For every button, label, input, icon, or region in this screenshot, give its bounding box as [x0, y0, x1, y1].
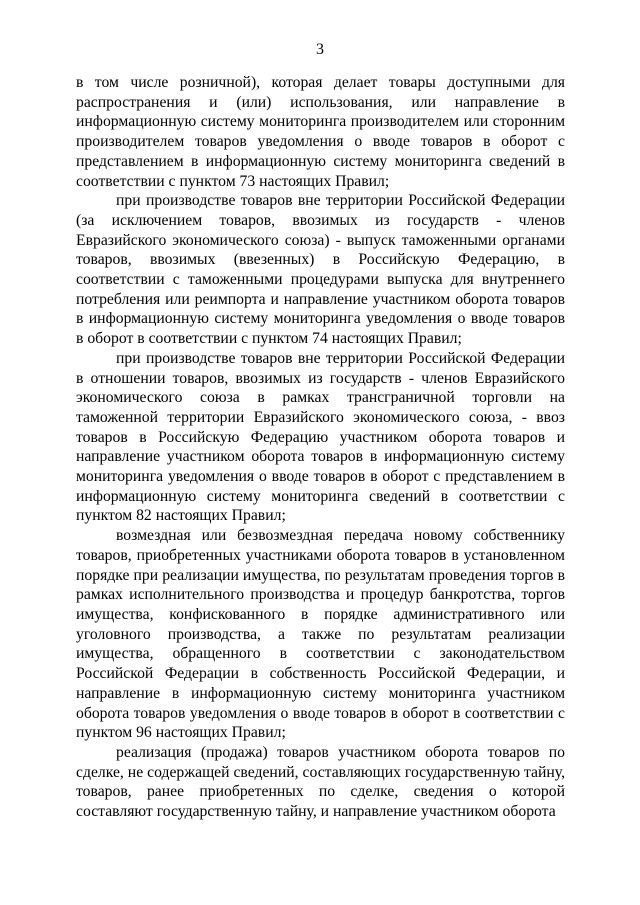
page-number: 3 — [316, 41, 324, 58]
paragraph: возмездная или безвозмездная передача новому собственнику товаров, приобретенных участниками оборота товаров в установленном порядке при реализации имущества, по результатам проведения торгов в рамках исполнительного производства и процедур банкротства, торгов имущества, конфискованного в порядке административного или уголовного производства, а также по результатам реализации имущества, обращенного в соответствии с законодательством Российской Федерации в собственность Российской Федерации, и направление в информационную систему мониторинга участником оборота товаров уведомления о вводе товаров в оборот в соответствии с пунктом 96 настоящих Правил; — [76, 527, 565, 742]
paragraph: при производстве товаров вне территории Российской Федерации в отношении товаров, ввозимых из государств - членов Евразийского экономического союза в рамках трансграничной торговли на таможенной территории Евразийского экономического союза, - ввоз товаров в Российскую Федерацию участником оборота товаров и направление участником оборота товаров в информационную систему мониторинга уведомления о вводе товаров в оборот с представлением в информационную систему мониторинга сведений в соответствии с пунктом 82 настоящих Правил; — [76, 349, 565, 525]
paragraph: реализация (продажа) товаров участником оборота товаров по сделке, не содержащей сведений, составляющих государственную тайну, товаров, ранее приобретенных по сделке, сведения о которой составляют государственную тайну, и направление участником оборота — [76, 743, 565, 821]
paragraph-continuation: в том числе розничной), которая делает товары доступными для распространения и (или) использования, или направление в информационную систему мониторинга производителем или сторонним производителем товаров уведомления о вводе товаров в оборот с представлением в информационную систему мониторинга сведений в соответствии с пунктом 73 настоящих Правил; — [76, 74, 565, 190]
document-body — [76, 73, 565, 822]
paragraph: при производстве товаров вне территории Российской Федерации (за исключением товаров, ввозимых из государств - членов Евразийского экономического союза) - выпуск таможенными органами товаров, ввозимых (ввезенных) в Российскую Федерацию, в соответствии с таможенными процедурами выпуска для внутреннего потребления или реимпорта и направление участником оборота товаров в информационную систему мониторинга уведомления о вводе товаров в оборот в соответствии с пунктом 74 настоящих Правил; — [76, 192, 565, 348]
